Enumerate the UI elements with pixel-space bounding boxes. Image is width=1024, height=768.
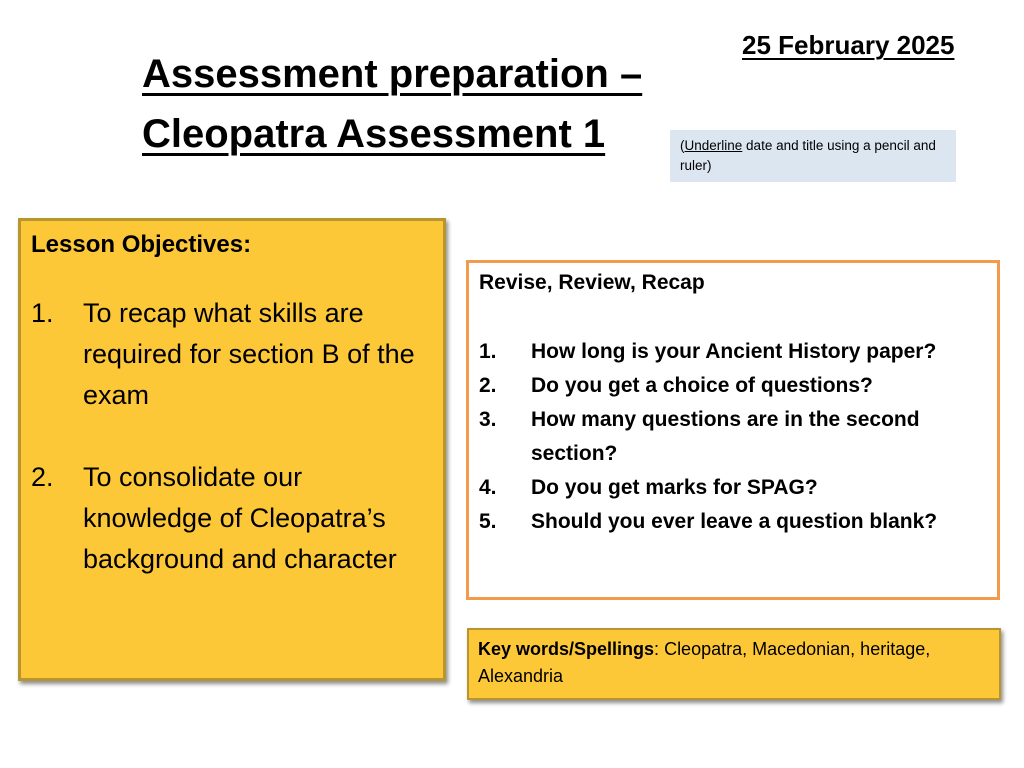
key-words-box	[467, 628, 1001, 700]
title-line-2: Cleopatra Assessment 1	[142, 112, 606, 156]
revise-heading: Revise, Review, Recap	[479, 271, 705, 294]
note-underlined-word: Underline	[684, 138, 743, 153]
question-item	[479, 335, 987, 369]
question-item	[479, 471, 987, 505]
question-item	[479, 369, 987, 403]
question-number: 4.	[479, 476, 497, 499]
recap-questions-list	[479, 335, 987, 539]
question-number: 1.	[479, 340, 497, 363]
key-words-colon: :	[654, 639, 660, 659]
objective-number: 2.	[31, 462, 54, 492]
question-item	[479, 505, 987, 539]
revise-review-recap-box	[466, 260, 1000, 600]
question-text: How many questions are in the second section?	[531, 408, 920, 465]
objective-text: To consolidate our knowledge of Cleopatra’s background and character	[83, 462, 397, 574]
question-item	[479, 403, 987, 471]
underline-instruction-note	[670, 130, 956, 182]
question-number: 2.	[479, 374, 497, 397]
lesson-date: 25 February 2025	[742, 30, 955, 60]
question-text: How long is your Ancient History paper?	[531, 340, 937, 363]
question-text: Should you ever leave a question blank?	[531, 510, 938, 533]
page-title	[142, 44, 722, 164]
lesson-objectives-box	[18, 218, 446, 681]
question-text: Do you get a choice of questions?	[531, 374, 873, 397]
question-text: Do you get marks for SPAG?	[531, 476, 818, 499]
objectives-heading: Lesson Objectives:	[31, 231, 252, 258]
key-words-list: Cleopatra, Macedonian, heritage, Alexandria	[478, 639, 931, 686]
key-words-label: Key words/Spellings	[478, 639, 655, 659]
objective-number: 1.	[31, 298, 54, 328]
objective-item	[31, 457, 433, 580]
objective-item	[31, 293, 433, 416]
question-number: 3.	[479, 408, 497, 431]
objectives-list	[31, 293, 433, 580]
note-open-paren: (	[680, 138, 685, 153]
question-number: 5.	[479, 510, 497, 533]
note-text: date and title using a pencil and ruler)	[680, 138, 936, 173]
objective-text: To recap what skills are required for section B of the exam	[83, 298, 415, 410]
title-line-1: Assessment preparation –	[142, 52, 643, 96]
